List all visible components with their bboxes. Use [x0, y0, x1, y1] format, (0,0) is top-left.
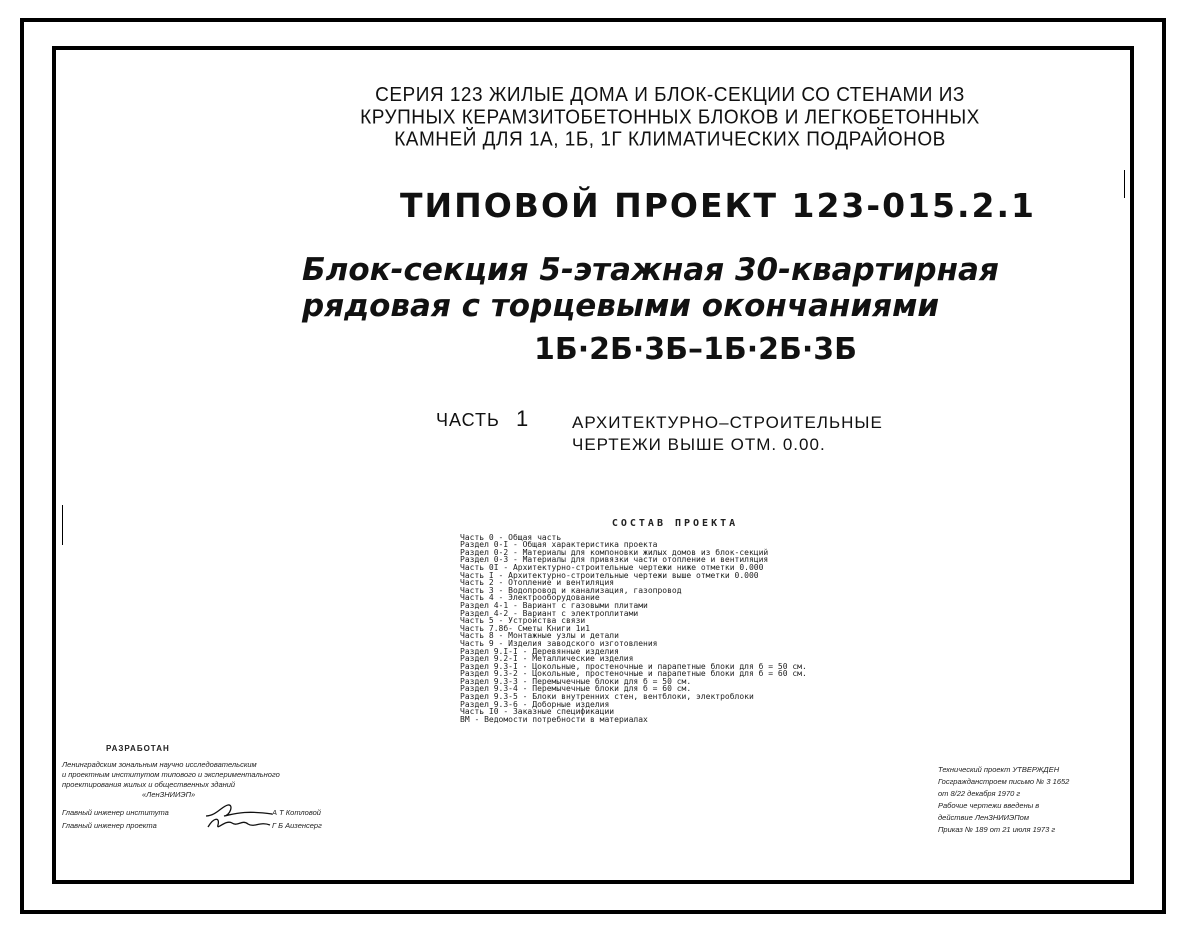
block-title-line: Блок-секция 5-этажная 30-квартирная	[302, 252, 999, 288]
composition-row: Часть 3 - Водопровод и канализация, газопровод	[460, 585, 682, 595]
developer-block	[62, 744, 362, 834]
composition-row: Раздел 0-3 - Материалы для привязки части отопление и вентиляция	[460, 555, 769, 565]
series-line: СЕРИЯ 123 ЖИЛЫЕ ДОМА И БЛОК-СЕКЦИИ СО СТЕНАМИ ИЗ	[375, 84, 965, 107]
developer-line: Ленинградским зональным научно исследовательским	[62, 760, 257, 769]
scan-mark	[62, 505, 63, 545]
developer-heading: РАЗРАБОТАН	[106, 744, 170, 753]
composition-row: Часть I0 - Заказные спецификации	[460, 707, 615, 717]
part-description	[572, 412, 883, 456]
series-line: КРУПНЫХ КЕРАМЗИТОБЕТОННЫХ БЛОКОВ И ЛЕГКОБЕТОННЫХ	[360, 106, 980, 129]
developer-line: и проектным институтом типового и экспериментального	[62, 770, 280, 779]
developer-line: «ЛенЗНИИЭП»	[142, 790, 196, 799]
composition-row: Раздел 9.3-5 - Блоки внутренних стен, вентблоки, электроблоки	[460, 692, 754, 702]
composition-row: Раздел 0-2 - Материалы для компоновки жилых домов из блок-секций	[460, 547, 769, 557]
signature-row	[62, 821, 362, 834]
project-engineer-name: Г Б Аизенсерг	[272, 821, 322, 830]
composition-row: Часть 7.8б- Сметы Книги 1и1	[460, 623, 591, 633]
composition-row: Часть 4 - Электрооборудование	[460, 593, 600, 603]
composition-row: Раздел 4-1 - Вариант с газовыми плитами	[460, 600, 648, 610]
part-number: 1	[516, 406, 529, 431]
approval-block	[938, 764, 1138, 836]
composition-row: Раздел 4-2 - Вариант с электроплитами	[460, 608, 639, 618]
approval-line: действие ЛенЗНИИЭПом	[938, 813, 1029, 822]
composition-row: Раздел 9.3-6 - Доборные изделия	[460, 699, 610, 709]
composition-row: Часть 9 - Изделия заводского изготовления	[460, 638, 658, 648]
part-description-line: ЧЕРТЕЖИ ВЫШЕ ОТМ. 0.00.	[572, 435, 826, 454]
composition-row: Раздел 9.3-3 - Перемычечные блоки для б = 50 см.	[460, 676, 692, 686]
chief-engineer-name: А Т Котловой	[272, 808, 321, 817]
composition-row: Часть 0 - Общая часть	[460, 532, 562, 542]
block-title	[302, 252, 1032, 324]
composition-title: СОСТАВ ПРОЕКТА	[611, 518, 739, 529]
signature-icon	[204, 815, 274, 833]
composition-row: Часть 5 - Устройства связи	[460, 616, 586, 626]
composition-row: Часть I - Архитектурно-строительные чертежи выше отметки 0.000	[460, 570, 759, 580]
composition-row: Раздел 9.I-I - Деревянные изделия	[460, 646, 619, 656]
chief-engineer-role: Главный инженер института	[62, 808, 169, 817]
approval-line: от 8/22 декабря 1970 г	[938, 789, 1021, 798]
composition-row: ВМ - Ведомости потребности в материалах	[460, 714, 648, 724]
block-title-line: рядовая с торцевыми окончаниями	[302, 288, 940, 324]
composition-row: Раздел 0-I - Общая характеристика проекта	[460, 540, 658, 550]
section-formula: 1Б·2Б·3Б–1Б·2Б·3Б	[534, 332, 858, 367]
project-composition	[460, 520, 890, 723]
approval-line: Рабочие чертежи введены в	[938, 801, 1040, 810]
series-line: КАМНЕЙ ДЛЯ 1А, 1Б, 1Г КЛИМАТИЧЕСКИХ ПОДРАЙОНОВ	[394, 128, 946, 151]
composition-row: Часть 0I - Архитектурно-строительные чертежи ниже отметки 0.000	[460, 562, 764, 572]
composition-row: Раздел 9.3-2 - Цокольные, простеночные и парапетные блоки для б = 60 см.	[460, 669, 807, 679]
part-label: ЧАСТЬ	[436, 410, 500, 430]
developer-line: проектирования жилых и общественных зданий	[62, 780, 236, 789]
project-title: ТИПОВОЙ ПРОЕКТ 123-015.2.1	[400, 186, 1036, 225]
composition-row: Раздел 9.3-I - Цокольные, простеночные и парапетные блоки для б = 50 см.	[460, 661, 807, 671]
part-description-line: АРХИТЕКТУРНО–СТРОИТЕЛЬНЫЕ	[572, 413, 883, 432]
composition-row: Часть 8 - Монтажные узлы и детали	[460, 631, 619, 641]
approval-line: Госгражданстроем письмо № 3 1652	[938, 777, 1070, 786]
series-header	[300, 84, 1040, 150]
composition-row: Раздел 9.3-4 - Перемычечные блоки для б = 60 см.	[460, 684, 692, 694]
composition-row: Раздел 9.2-I - Металлические изделия	[460, 654, 634, 664]
composition-row: Часть 2 - Отопление и вентиляция	[460, 578, 615, 588]
approval-line: Приказ № 189 от 21 июля 1973 г	[938, 825, 1056, 834]
project-engineer-role: Главный инженер проекта	[62, 821, 157, 830]
approval-line: Технический проект УТВЕРЖДЕН	[938, 765, 1060, 774]
composition-list	[460, 534, 890, 724]
scan-mark	[1124, 170, 1125, 198]
